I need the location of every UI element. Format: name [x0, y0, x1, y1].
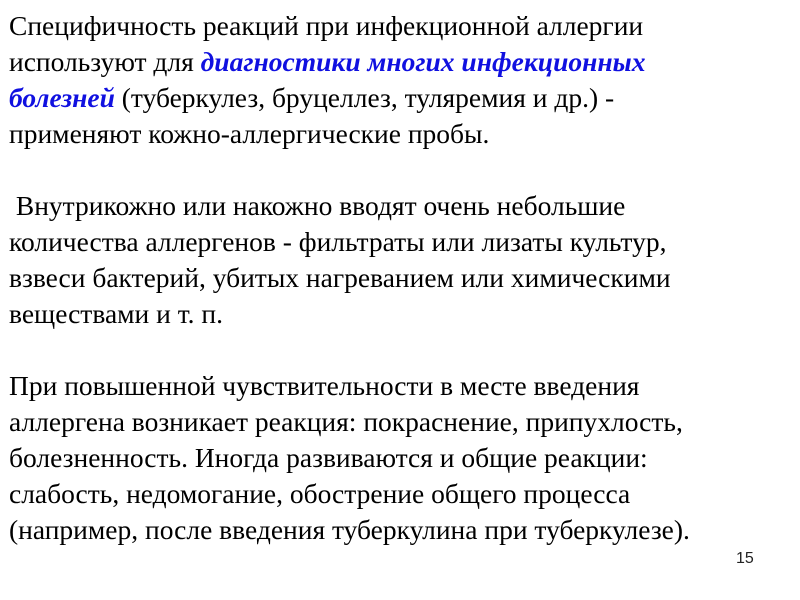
paragraph-2-line-1: Внутрикожно или накожно вводят очень небольшие [9, 190, 626, 221]
emphasis-diagnostics: диагностики многих инфекционных [200, 46, 646, 77]
page-number: 15 [736, 550, 754, 567]
paragraph-2-line-2: количества аллергенов - фильтраты или лизаты культур, [9, 226, 667, 257]
paragraph-2 [9, 188, 794, 332]
paragraph-3-line-5: (например, после введения туберкулина при туберкулезе). [9, 514, 690, 545]
paragraph-2-line-3: взвеси бактерий, убитых нагреванием или химическими [9, 262, 671, 293]
paragraph-3-line-1: При повышенной чувствительности в месте введения [9, 370, 640, 401]
paragraph-1 [9, 8, 794, 152]
paragraph-1-line-2 [9, 44, 794, 80]
paragraph-1-line-3 [9, 80, 794, 116]
paragraph-1-line-4: применяют кожно-аллергические пробы. [9, 118, 490, 149]
paragraph-2-line-4: веществами и т. п. [9, 298, 224, 329]
paragraph-3-line-2: аллергена возникает реакция: покраснение, припухлость, [9, 406, 683, 437]
paragraph-spacer [9, 152, 794, 188]
emphasis-diseases: болезней [9, 82, 115, 113]
slide-text [9, 8, 794, 548]
paragraph-1-line-1: Специфичность реакций при инфекционной аллергии [9, 10, 644, 41]
paragraph-3-line-4: слабость, недомогание, обострение общего процесса [9, 478, 631, 509]
paragraph-1-line-3-text: (туберкулез, бруцеллез, туляремия и др.) - [114, 82, 615, 113]
paragraph-3 [9, 368, 794, 548]
paragraph-1-line-2-text: используют для [9, 46, 201, 77]
paragraph-spacer [9, 332, 794, 368]
paragraph-3-line-3: болезненность. Иногда развиваются и общие реакции: [9, 442, 648, 473]
